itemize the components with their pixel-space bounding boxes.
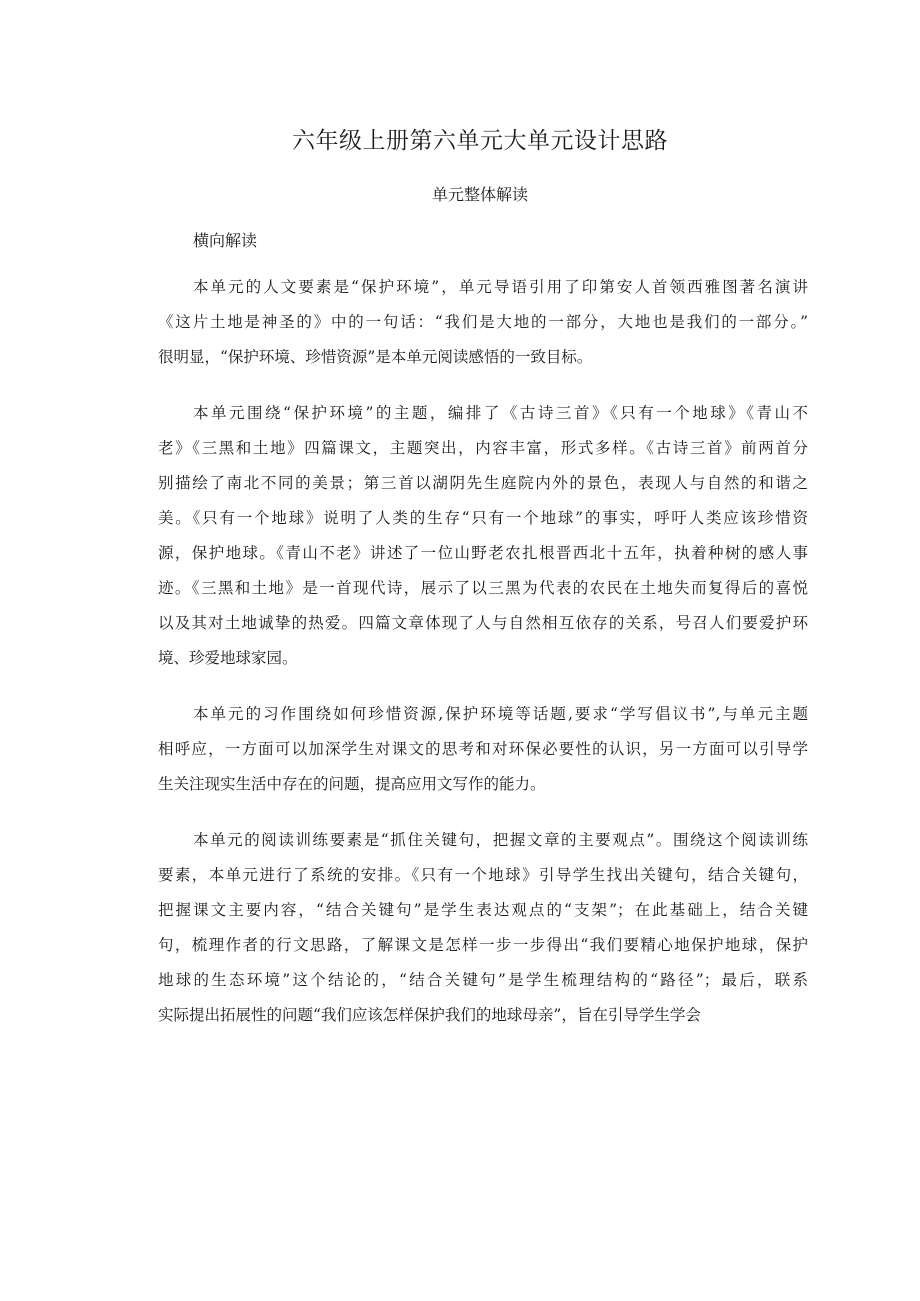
page-title: 六年级上册第六单元大单元设计思路: [292, 128, 668, 154]
paragraph-3: [158, 697, 808, 802]
text-line: 要素，本单元进行了系统的安排。《只有一个地球》引导学生找出关键句，结合关键句，: [158, 866, 808, 884]
text-line: 把握课文主要内容，“结合关键句”是学生表达观点的“支架”；在此基础上，结合关键: [158, 901, 808, 919]
text-line: 地球的生态环境”这个结论的，“结合关键句”是学生梳理结构的“路径”；最后，联系: [158, 971, 808, 989]
section-heading: 单元整体解读: [431, 185, 528, 204]
text-line: 实际提出拓展性的问题“我们应该怎样保护我们的地球母亲”，旨在引导学生学会: [158, 1006, 701, 1024]
text-line: 源，保护地球。《青山不老》讲述了一位山野老农扎根晋西北十五年，执着种树的感人事: [158, 544, 808, 562]
text-line: 很明显，“保护环境、珍惜资源”是本单元阅读感悟的一致目标。: [158, 348, 593, 366]
text-line: 美。《只有一个地球》说明了人类的生存“只有一个地球”的事实，呼吁人类应该珍惜资: [158, 509, 808, 527]
text-line: 以及其对土地诚挚的热爱。四篇文章体现了人与自然相互依存的关系，号召人们要爱护环: [158, 614, 808, 632]
text-line: 本单元的阅读训练要素是“抓住关键句，把握文章的主要观点”。围绕这个阅读训练: [193, 831, 808, 849]
text-line: 本单元的习作围绕如何珍惜资源,保护环境等话题,要求“学写倡议书”,与单元主题: [193, 705, 808, 723]
document-body: [158, 270, 808, 1054]
paragraph-2: [158, 396, 808, 676]
text-line: 迹。《三黑和土地》是一首现代诗，展示了以三黑为代表的农民在土地失而复得后的喜悦: [158, 579, 808, 597]
text-line: 本单元围绕“保护环境”的主题，编排了《古诗三首》《只有一个地球》《青山不: [193, 404, 808, 422]
text-line: 《这片土地是神圣的》中的一句话：“我们是大地的一部分，大地也是我们的一部分。”: [158, 313, 808, 331]
text-line: 生关注现实生活中存在的问题，提高应用文写作的能力。: [158, 775, 546, 793]
subsection-label: 横向解读: [193, 231, 258, 250]
text-line: 别描绘了南北不同的美景；第三首以湖阴先生庭院内外的景色，表现人与自然的和谐之: [158, 474, 808, 492]
text-line: 境、珍爱地球家园。: [158, 649, 298, 667]
text-line: 句，梳理作者的行文思路，了解课文是怎样一步一步得出“我们要精心地保护地球，保护: [158, 936, 808, 954]
text-line: 本单元的人文要素是“保护环境”，单元导语引用了印第安人首领西雅图著名演讲: [193, 278, 808, 296]
paragraph-4: [158, 823, 808, 1033]
text-line: 相呼应，一方面可以加深学生对课文的思考和对环保必要性的认识，另一方面可以引导学: [158, 740, 808, 758]
text-line: 老》《三黑和土地》四篇课文，主题突出，内容丰富，形式多样。《古诗三首》前两首分: [158, 439, 808, 457]
paragraph-1: [158, 270, 808, 375]
